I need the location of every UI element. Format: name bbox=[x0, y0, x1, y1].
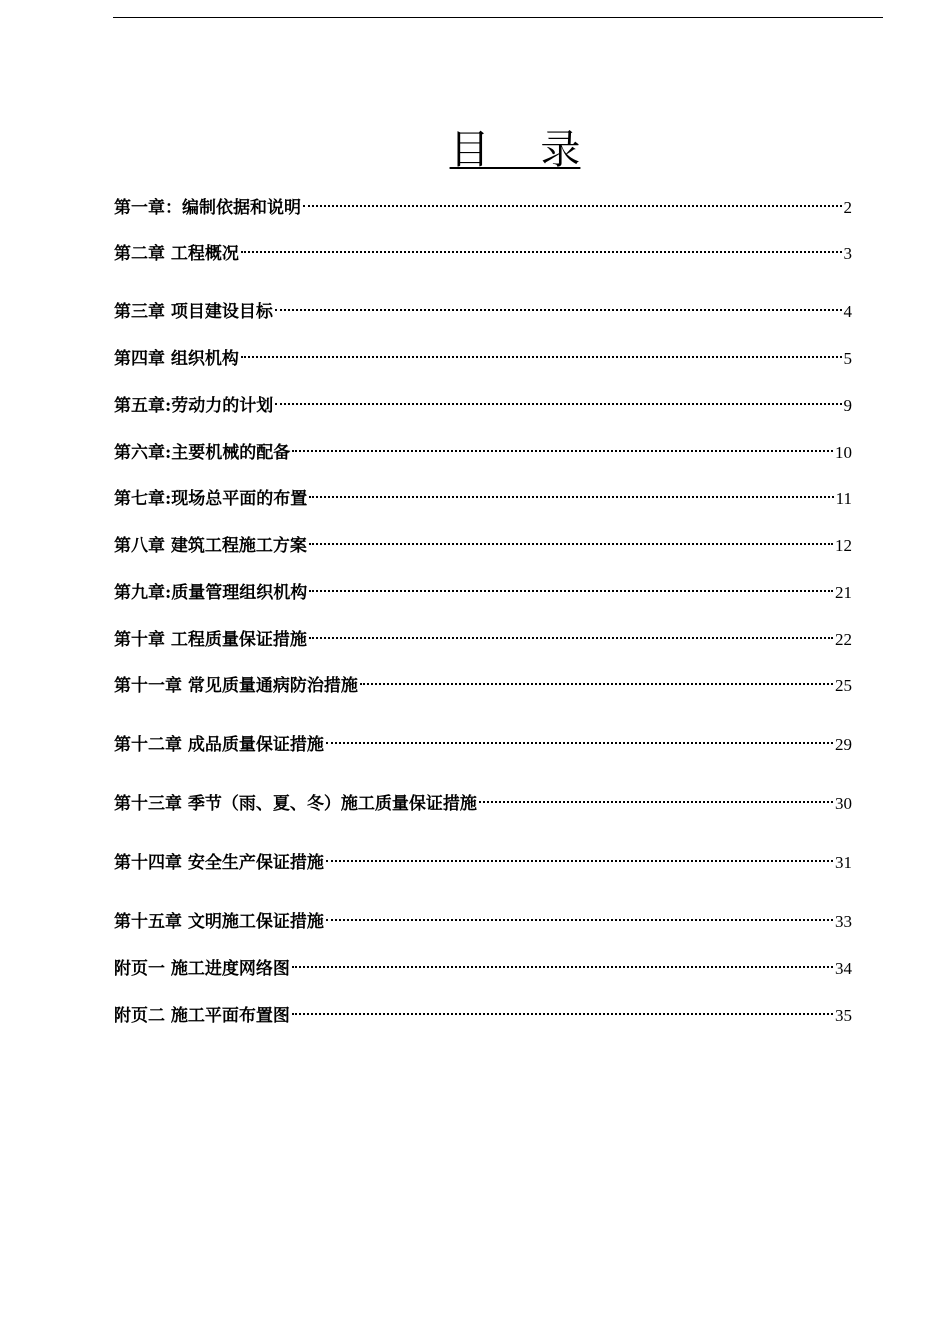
toc-entry[interactable] bbox=[114, 1003, 852, 1029]
toc-entry-page: 5 bbox=[843, 349, 852, 368]
toc-entry-page: 10 bbox=[835, 443, 852, 462]
dot-leader bbox=[292, 1013, 833, 1015]
toc-entry-page: 30 bbox=[835, 794, 852, 813]
toc-entry[interactable] bbox=[114, 956, 852, 982]
toc-entry[interactable] bbox=[114, 791, 852, 817]
dot-leader bbox=[303, 205, 842, 207]
toc-entry[interactable] bbox=[114, 533, 852, 559]
toc-entry[interactable] bbox=[114, 580, 852, 606]
toc-entry-label: 第十二章 成品质量保证措施 bbox=[114, 735, 324, 755]
toc-title-text: 目 录 bbox=[449, 127, 581, 173]
dot-leader bbox=[479, 801, 833, 803]
toc-entry[interactable] bbox=[114, 393, 852, 419]
toc-entry-label: 第五章:劳动力的计划 bbox=[114, 396, 274, 416]
toc-entry[interactable] bbox=[114, 486, 852, 512]
toc-entry-page: 4 bbox=[843, 302, 852, 321]
toc-entry-label: 第十四章 安全生产保证措施 bbox=[114, 853, 324, 873]
dot-leader bbox=[326, 919, 833, 921]
toc-entry-page: 2 bbox=[843, 198, 852, 217]
toc-entry-label: 附页一 施工进度网络图 bbox=[114, 959, 290, 979]
dot-leader bbox=[309, 496, 833, 498]
toc-entry-page: 25 bbox=[835, 676, 852, 695]
toc-entry[interactable] bbox=[114, 909, 852, 935]
toc-entry-label: 第七章:现场总平面的布置 bbox=[114, 489, 308, 509]
toc-entry-label: 第八章 建筑工程施工方案 bbox=[114, 536, 307, 556]
dot-leader bbox=[360, 683, 833, 685]
dot-leader bbox=[292, 966, 833, 968]
toc-entry-label: 第十一章 常见质量通病防治措施 bbox=[114, 676, 358, 696]
toc-entry[interactable] bbox=[114, 299, 852, 325]
dot-leader bbox=[309, 590, 833, 592]
toc-entry-page: 22 bbox=[835, 630, 852, 649]
toc-entry-page: 12 bbox=[835, 536, 852, 555]
toc-entry-label: 第一章：编制依据和说明 bbox=[114, 198, 301, 218]
dot-leader bbox=[275, 309, 842, 311]
toc-entry-label: 第二章 工程概况 bbox=[114, 244, 239, 264]
toc-entry[interactable] bbox=[114, 241, 852, 267]
toc-entry-label: 第四章 组织机构 bbox=[114, 349, 239, 369]
toc-entry-page: 34 bbox=[835, 959, 852, 978]
toc-entry-page: 9 bbox=[843, 396, 852, 415]
dot-leader bbox=[309, 543, 833, 545]
toc-entry[interactable] bbox=[114, 440, 852, 466]
toc-entry[interactable] bbox=[114, 346, 852, 372]
toc-entry-label: 第六章:主要机械的配备 bbox=[114, 443, 291, 463]
toc-entry[interactable] bbox=[114, 732, 852, 758]
dot-leader bbox=[309, 637, 833, 639]
toc-entry-page: 33 bbox=[835, 912, 852, 931]
dot-leader bbox=[241, 356, 842, 358]
toc-entry[interactable] bbox=[114, 673, 852, 699]
toc-entry-page: 31 bbox=[835, 853, 852, 872]
table-of-contents bbox=[114, 0, 852, 1344]
toc-entry-page: 35 bbox=[835, 1006, 852, 1025]
dot-leader bbox=[241, 251, 842, 253]
toc-entry-label: 第十章 工程质量保证措施 bbox=[114, 630, 307, 650]
dot-leader bbox=[326, 860, 833, 862]
toc-entry[interactable] bbox=[114, 195, 852, 221]
toc-entry-label: 附页二 施工平面布置图 bbox=[114, 1006, 290, 1026]
dot-leader bbox=[275, 403, 841, 405]
toc-entry-label: 第三章 项目建设目标 bbox=[114, 302, 273, 322]
dot-leader bbox=[326, 742, 833, 744]
toc-entry[interactable] bbox=[114, 627, 852, 653]
toc-entry[interactable] bbox=[114, 850, 852, 876]
toc-entry-page: 11 bbox=[835, 489, 852, 508]
toc-entry-page: 29 bbox=[835, 735, 852, 754]
toc-entry-label: 第九章:质量管理组织机构 bbox=[114, 583, 308, 603]
dot-leader bbox=[292, 450, 833, 452]
toc-entry-page: 21 bbox=[835, 583, 852, 602]
toc-entry-page: 3 bbox=[843, 244, 852, 263]
toc-entry-label: 第十五章 文明施工保证措施 bbox=[114, 912, 324, 932]
toc-entry-label: 第十三章 季节（雨、夏、冬）施工质量保证措施 bbox=[114, 794, 477, 814]
